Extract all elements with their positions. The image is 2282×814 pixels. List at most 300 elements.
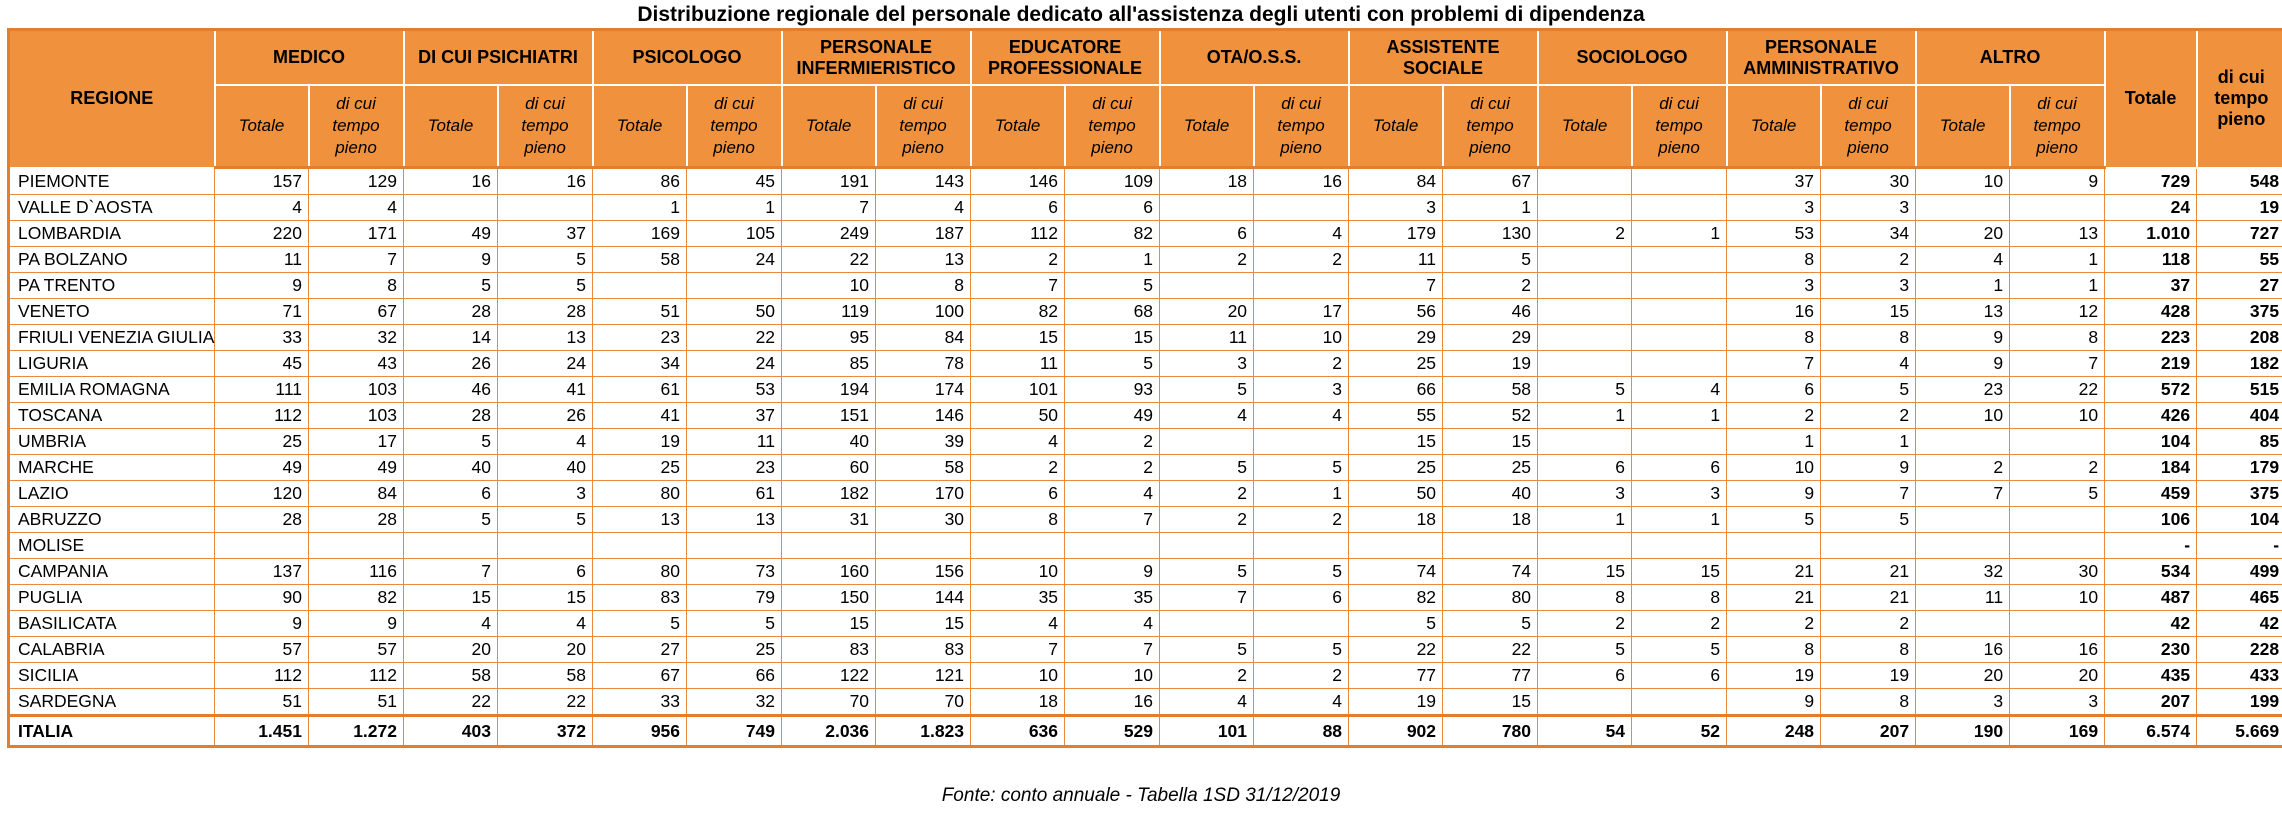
value-cell: 11 (971, 351, 1065, 377)
value-cell: 16 (1065, 689, 1160, 716)
value-cell: 66 (687, 663, 782, 689)
row-total-full-time: 182 (2197, 351, 2282, 377)
region-name: ABRUZZO (9, 507, 215, 533)
value-cell: 4 (498, 611, 593, 637)
value-cell: 4 (404, 611, 498, 637)
value-cell: 84 (876, 325, 971, 351)
value-cell: 956 (593, 716, 687, 747)
value-cell: 45 (215, 351, 309, 377)
value-cell: 2 (1254, 351, 1349, 377)
value-cell: 22 (687, 325, 782, 351)
value-cell: 9 (1727, 481, 1821, 507)
value-cell: 3 (1160, 351, 1254, 377)
value-cell (404, 533, 498, 559)
value-cell: 12 (2010, 299, 2105, 325)
row-total: 42 (2105, 611, 2197, 637)
row-total-full-time: 42 (2197, 611, 2282, 637)
value-cell: 6 (1538, 663, 1632, 689)
value-cell (215, 533, 309, 559)
header-group: ALTRO (1916, 30, 2105, 86)
value-cell: 15 (782, 611, 876, 637)
value-cell: 80 (1443, 585, 1538, 611)
value-cell: 8 (2010, 325, 2105, 351)
row-total-full-time: 433 (2197, 663, 2282, 689)
value-cell: 52 (1443, 403, 1538, 429)
table-row (9, 377, 2282, 403)
row-total-full-time: 27 (2197, 273, 2282, 299)
value-cell: 8 (1727, 247, 1821, 273)
value-cell: 53 (1727, 221, 1821, 247)
region-name: TOSCANA (9, 403, 215, 429)
value-cell: 120 (215, 481, 309, 507)
value-cell: 137 (215, 559, 309, 585)
value-cell: 2 (1160, 481, 1254, 507)
value-cell: 11 (1349, 247, 1443, 273)
value-cell: 2 (971, 455, 1065, 481)
value-cell: 143 (876, 168, 971, 195)
value-cell: 2 (971, 247, 1065, 273)
value-cell: 10 (971, 559, 1065, 585)
value-cell (1538, 273, 1632, 299)
value-cell: 6 (1538, 455, 1632, 481)
value-cell: 93 (1065, 377, 1160, 403)
value-cell: 7 (1349, 273, 1443, 299)
value-cell: 5 (1349, 611, 1443, 637)
value-cell: 15 (1349, 429, 1443, 455)
value-cell: 25 (1443, 455, 1538, 481)
value-cell: 8 (971, 507, 1065, 533)
value-cell: 15 (1821, 299, 1916, 325)
value-cell: 171 (309, 221, 404, 247)
value-cell: 58 (498, 663, 593, 689)
value-cell: 19 (1349, 689, 1443, 716)
value-cell: 5 (1538, 637, 1632, 663)
value-cell: 71 (215, 299, 309, 325)
value-cell: 13 (687, 507, 782, 533)
value-cell: 61 (687, 481, 782, 507)
value-cell (1632, 325, 1727, 351)
value-cell: 19 (1727, 663, 1821, 689)
value-cell (1254, 533, 1349, 559)
value-cell: 1 (2010, 273, 2105, 299)
value-cell: 9 (1916, 325, 2010, 351)
value-cell (1065, 533, 1160, 559)
value-cell: 21 (1821, 585, 1916, 611)
subheader-full-time: di cui tempo pieno (498, 85, 593, 168)
value-cell: 8 (1821, 325, 1916, 351)
header-group: PSICOLOGO (593, 30, 782, 86)
value-cell: 5 (1254, 455, 1349, 481)
value-cell: 5 (1160, 377, 1254, 403)
subheader-total: Totale (593, 85, 687, 168)
value-cell (1254, 611, 1349, 637)
value-cell: 4 (1916, 247, 2010, 273)
row-total-full-time: 548 (2197, 168, 2282, 195)
header-group: PERSONALE AMMINISTRATIVO (1727, 30, 1916, 86)
value-cell: 37 (687, 403, 782, 429)
subheader-total: Totale (404, 85, 498, 168)
header-region: REGIONE (9, 30, 215, 168)
value-cell: 111 (215, 377, 309, 403)
value-cell: 7 (782, 195, 876, 221)
table-row (9, 299, 2282, 325)
value-cell: 187 (876, 221, 971, 247)
value-cell: 1 (593, 195, 687, 221)
value-cell: 4 (876, 195, 971, 221)
value-cell: 7 (404, 559, 498, 585)
value-cell: 529 (1065, 716, 1160, 747)
value-cell: 6 (971, 195, 1065, 221)
value-cell: 6 (1254, 585, 1349, 611)
value-cell: 21 (1727, 585, 1821, 611)
value-cell: 45 (687, 168, 782, 195)
table-row (9, 325, 2282, 351)
value-cell: 5 (1538, 377, 1632, 403)
value-cell: 169 (593, 221, 687, 247)
table-row (9, 403, 2282, 429)
subheader-full-time: di cui tempo pieno (1632, 85, 1727, 168)
value-cell (1254, 273, 1349, 299)
value-cell: 249 (782, 221, 876, 247)
value-cell (1916, 195, 2010, 221)
value-cell: 116 (309, 559, 404, 585)
value-cell: 248 (1727, 716, 1821, 747)
value-cell: 112 (971, 221, 1065, 247)
row-total-full-time: 375 (2197, 481, 2282, 507)
value-cell: 67 (1443, 168, 1538, 195)
value-cell: 95 (782, 325, 876, 351)
value-cell: 1 (1632, 403, 1727, 429)
row-total: 487 (2105, 585, 2197, 611)
value-cell: 7 (1065, 507, 1160, 533)
value-cell: 37 (1727, 168, 1821, 195)
value-cell (2010, 195, 2105, 221)
value-cell: 20 (1916, 663, 2010, 689)
value-cell: 15 (498, 585, 593, 611)
value-cell: 13 (1916, 299, 2010, 325)
value-cell: 11 (687, 429, 782, 455)
value-cell: 112 (215, 403, 309, 429)
value-cell: 30 (2010, 559, 2105, 585)
value-cell: 46 (1443, 299, 1538, 325)
subheader-total: Totale (1916, 85, 2010, 168)
region-name: CALABRIA (9, 637, 215, 663)
value-cell: 10 (1254, 325, 1349, 351)
data-table (7, 28, 2282, 748)
value-cell: 10 (1916, 403, 2010, 429)
value-cell: 105 (687, 221, 782, 247)
value-cell: 58 (1443, 377, 1538, 403)
value-cell: 146 (971, 168, 1065, 195)
value-cell: 13 (876, 247, 971, 273)
value-cell: 16 (498, 168, 593, 195)
table-row (9, 273, 2282, 299)
header-row-groups (9, 30, 2282, 86)
subheader-full-time: di cui tempo pieno (2010, 85, 2105, 168)
value-cell (2010, 507, 2105, 533)
value-cell (1632, 247, 1727, 273)
value-cell (1160, 533, 1254, 559)
subheader-total: Totale (971, 85, 1065, 168)
value-cell: 46 (404, 377, 498, 403)
value-cell: 5 (2010, 481, 2105, 507)
value-cell: 1 (1443, 195, 1538, 221)
row-total: 104 (2105, 429, 2197, 455)
region-name: SARDEGNA (9, 689, 215, 716)
value-cell: 26 (498, 403, 593, 429)
value-cell: 32 (1916, 559, 2010, 585)
table-row (9, 351, 2282, 377)
value-cell: 1 (1916, 273, 2010, 299)
value-cell: 20 (1916, 221, 2010, 247)
row-total-full-time: 515 (2197, 377, 2282, 403)
value-cell: 84 (1349, 168, 1443, 195)
value-cell: 25 (1349, 455, 1443, 481)
value-cell: 2 (1443, 273, 1538, 299)
value-cell: 27 (593, 637, 687, 663)
value-cell: 20 (498, 637, 593, 663)
value-cell: 1 (1538, 507, 1632, 533)
value-cell: 6 (1727, 377, 1821, 403)
value-cell (1632, 689, 1727, 716)
value-cell: 15 (971, 325, 1065, 351)
italia-total-row (9, 716, 2282, 747)
value-cell (593, 533, 687, 559)
region-name: CAMPANIA (9, 559, 215, 585)
value-cell: 191 (782, 168, 876, 195)
value-cell: 51 (309, 689, 404, 716)
value-cell: 23 (593, 325, 687, 351)
value-cell: 60 (782, 455, 876, 481)
table-row (9, 611, 2282, 637)
value-cell (1254, 195, 1349, 221)
value-cell: 5 (404, 507, 498, 533)
value-cell: 9 (1821, 455, 1916, 481)
value-cell (2010, 611, 2105, 637)
value-cell: 15 (876, 611, 971, 637)
table-row (9, 221, 2282, 247)
region-name: VALLE D`AOSTA (9, 195, 215, 221)
value-cell (1727, 533, 1821, 559)
value-cell (876, 533, 971, 559)
value-cell: 13 (498, 325, 593, 351)
row-total-full-time: 85 (2197, 429, 2282, 455)
value-cell: 2 (1821, 403, 1916, 429)
value-cell: 34 (1821, 221, 1916, 247)
value-cell: 130 (1443, 221, 1538, 247)
value-cell (1632, 195, 1727, 221)
region-name: EMILIA ROMAGNA (9, 377, 215, 403)
value-cell: 1.823 (876, 716, 971, 747)
value-cell: 372 (498, 716, 593, 747)
value-cell: 16 (2010, 637, 2105, 663)
subheader-full-time: di cui tempo pieno (687, 85, 782, 168)
value-cell: 7 (971, 637, 1065, 663)
value-cell: 51 (593, 299, 687, 325)
value-cell: 2 (1160, 663, 1254, 689)
value-cell (593, 273, 687, 299)
value-cell: 403 (404, 716, 498, 747)
row-total: 435 (2105, 663, 2197, 689)
value-cell: 5 (687, 611, 782, 637)
value-cell: 15 (1443, 689, 1538, 716)
value-cell: 5 (404, 429, 498, 455)
value-cell: 8 (1821, 689, 1916, 716)
value-cell: 54 (1538, 716, 1632, 747)
header-grand-total-full-time: di cui tempo pieno (2197, 30, 2282, 168)
value-cell: 83 (593, 585, 687, 611)
value-cell: 58 (593, 247, 687, 273)
value-cell: 57 (309, 637, 404, 663)
value-cell (971, 533, 1065, 559)
value-cell: 103 (309, 377, 404, 403)
value-cell: 1 (1821, 429, 1916, 455)
value-cell: 5 (1160, 559, 1254, 585)
value-cell: 144 (876, 585, 971, 611)
value-cell: 29 (1443, 325, 1538, 351)
value-cell: 51 (215, 689, 309, 716)
value-cell: 220 (215, 221, 309, 247)
value-cell: 22 (404, 689, 498, 716)
value-cell (2010, 429, 2105, 455)
row-total-full-time: 404 (2197, 403, 2282, 429)
row-total-full-time: 55 (2197, 247, 2282, 273)
value-cell: 40 (782, 429, 876, 455)
value-cell: 28 (309, 507, 404, 533)
subheader-full-time: di cui tempo pieno (1821, 85, 1916, 168)
region-name: LIGURIA (9, 351, 215, 377)
table-row (9, 455, 2282, 481)
value-cell: 4 (498, 429, 593, 455)
row-total-full-time: 5.669 (2197, 716, 2282, 747)
header-group: MEDICO (215, 30, 404, 86)
value-cell (687, 273, 782, 299)
value-cell (1538, 325, 1632, 351)
value-cell (2010, 533, 2105, 559)
value-cell: 2.036 (782, 716, 876, 747)
value-cell: 2 (1160, 247, 1254, 273)
value-cell: 22 (498, 689, 593, 716)
region-name: BASILICATA (9, 611, 215, 637)
subheader-full-time: di cui tempo pieno (1065, 85, 1160, 168)
value-cell: 15 (1538, 559, 1632, 585)
value-cell: 1 (1632, 507, 1727, 533)
value-cell: 7 (2010, 351, 2105, 377)
value-cell: 28 (498, 299, 593, 325)
value-cell: 21 (1727, 559, 1821, 585)
value-cell (1916, 533, 2010, 559)
value-cell (1538, 351, 1632, 377)
region-name: ITALIA (9, 716, 215, 747)
value-cell: 749 (687, 716, 782, 747)
table-row (9, 507, 2282, 533)
header-group: OTA/O.S.S. (1160, 30, 1349, 86)
value-cell: 129 (309, 168, 404, 195)
value-cell: 3 (498, 481, 593, 507)
value-cell: 4 (1254, 221, 1349, 247)
value-cell: 3 (1821, 195, 1916, 221)
value-cell: 18 (1443, 507, 1538, 533)
value-cell: 4 (1632, 377, 1727, 403)
row-total-full-time: - (2197, 533, 2282, 559)
value-cell: 15 (1443, 429, 1538, 455)
value-cell: 25 (687, 637, 782, 663)
value-cell: 80 (593, 481, 687, 507)
table-row (9, 559, 2282, 585)
value-cell: 179 (1349, 221, 1443, 247)
value-cell (1538, 689, 1632, 716)
value-cell: 182 (782, 481, 876, 507)
value-cell: 67 (309, 299, 404, 325)
value-cell: 5 (1160, 637, 1254, 663)
value-cell: 10 (2010, 585, 2105, 611)
value-cell: 100 (876, 299, 971, 325)
row-total-full-time: 104 (2197, 507, 2282, 533)
table-body (9, 168, 2282, 747)
value-cell: 160 (782, 559, 876, 585)
value-cell: 10 (1065, 663, 1160, 689)
value-cell: 9 (215, 611, 309, 637)
value-cell: 7 (1916, 481, 2010, 507)
row-total: 6.574 (2105, 716, 2197, 747)
value-cell: 7 (1727, 351, 1821, 377)
value-cell (1632, 533, 1727, 559)
value-cell: 5 (1443, 247, 1538, 273)
value-cell: 17 (309, 429, 404, 455)
table-row (9, 195, 2282, 221)
value-cell: 18 (1349, 507, 1443, 533)
value-cell: 4 (1821, 351, 1916, 377)
value-cell: 85 (782, 351, 876, 377)
row-total: 459 (2105, 481, 2197, 507)
value-cell: 9 (1065, 559, 1160, 585)
value-cell: 151 (782, 403, 876, 429)
row-total-full-time: 499 (2197, 559, 2282, 585)
value-cell: 2 (1254, 247, 1349, 273)
value-cell: 24 (687, 351, 782, 377)
row-total: 219 (2105, 351, 2197, 377)
value-cell: 9 (309, 611, 404, 637)
value-cell: 3 (1916, 689, 2010, 716)
value-cell: 22 (1443, 637, 1538, 663)
value-cell: 83 (876, 637, 971, 663)
value-cell: 17 (1254, 299, 1349, 325)
value-cell: 4 (1160, 403, 1254, 429)
value-cell: 40 (1443, 481, 1538, 507)
value-cell: 6 (971, 481, 1065, 507)
value-cell: 20 (404, 637, 498, 663)
region-name: SICILIA (9, 663, 215, 689)
row-total: 207 (2105, 689, 2197, 716)
value-cell: 2 (1254, 507, 1349, 533)
value-cell: 19 (1443, 351, 1538, 377)
value-cell: 157 (215, 168, 309, 195)
value-cell: 58 (876, 455, 971, 481)
header-grand-total: Totale (2105, 30, 2197, 168)
value-cell: 2 (1727, 403, 1821, 429)
value-cell: 80 (593, 559, 687, 585)
value-cell: 5 (1443, 611, 1538, 637)
value-cell: 88 (1254, 716, 1349, 747)
value-cell: 2 (1916, 455, 2010, 481)
value-cell: 25 (215, 429, 309, 455)
value-cell: 25 (593, 455, 687, 481)
value-cell: 5 (593, 611, 687, 637)
value-cell: 169 (2010, 716, 2105, 747)
value-cell: 33 (215, 325, 309, 351)
value-cell: 50 (687, 299, 782, 325)
value-cell: 67 (593, 663, 687, 689)
